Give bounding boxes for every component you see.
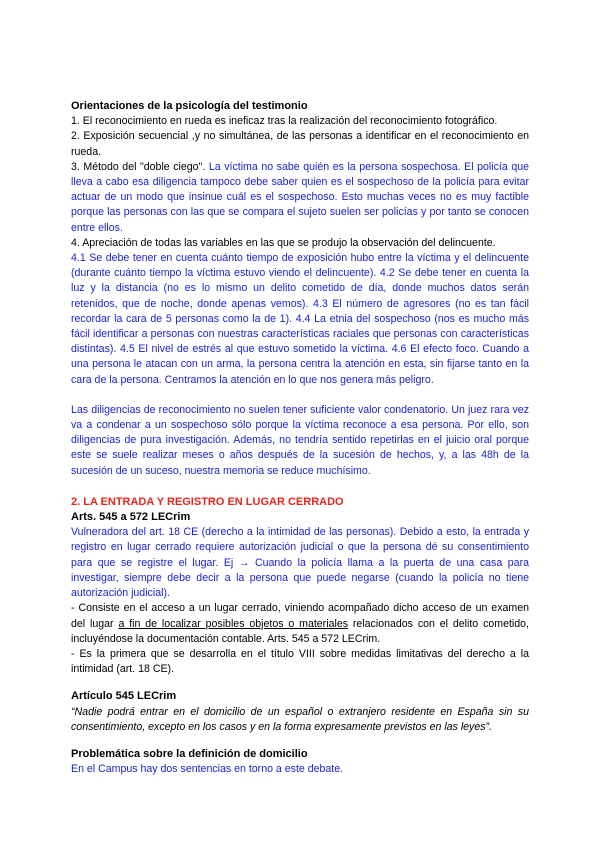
list-item-2: 2. Exposición secuencial ,y no simultánea, de las personas a identificar en el reconocimiento en rueda. [71,130,529,158]
intro-paragraph: Vulneradora del art. 18 CE (derecho a la intimidad de las personas). Debido a esto, la entrada y registro en lugar cerrado requiere autorización judicial o que la persona dé su consentimiento para que se registre el lugar. Ej → Cuando la policía llama a la puerta de una casa para investigar, siempre debe decir a la persona que puede negarse (cuando la policía no tiene autorización judicial). [71,526,529,600]
problem-text: En el Campus hay dos sentencias en torno a este debate. [71,763,344,776]
spacer [71,388,529,403]
section-heading: Orientaciones de la psicología del testimonio [71,100,308,112]
context-paragraph: - Es la primera que se desarrolla en el título VIII sobre medidas limitativas del derecho a la intimidad (art. 18 CE). [71,647,529,676]
spacer [71,479,529,495]
definition-text-end: relacionados con el delito cometido, incluyéndose la documentación contable. Arts. 545 a 572 LECrim. [71,617,529,645]
underlined-phrase: a fin de localizar posibles objetos o materiales [118,617,349,630]
definition-paragraph [71,601,529,647]
article-heading: Artículo 545 LECrim [71,690,177,703]
articles-reference: Arts. 545 a 572 LECrim [71,511,191,524]
conclusion-paragraph: Las diligencias de reconocimiento no suelen tener suficiente valor condenatorio. Un juez rara vez va a condenar a un sospechoso sólo porque la víctima reconoce a esa persona. Por ello, son diligencias de pura investigación. Además, no tendría sentido repetirlas en el juicio oral porque este se suele realizar meses o años después de la sucesión de hechos, y, a las 48h de la sucesión de un suceso, nuestra memoria se reduce muchísimo. [71,403,529,477]
list-item-3-note: La víctima no sabe quién es la persona sospechosa. El policía que lleva a cabo esa diligencia tampoco debe saber quien es el sospechoso de la policía para evitar actuar de un modo que insinue cuál es el sospechoso. Esto muchas veces no es muy factible porque las personas con las que se compara el sujeto suelen ser policías y por tanto se conocen entre ellos. [71,160,530,234]
list-item-1: 1. El reconocimiento en rueda es ineficaz tras la realización del reconocimiento fotográfico. [71,115,498,128]
spacer [71,735,529,747]
article-quote: “Nadie podrá entrar en el domicilio de un español o extranjero residente en España sin su consentimiento, excepto en los casos y en la forma expresamente previstos en las leyes”. [71,705,529,733]
list-item-4: 4. Apreciación de todas las variables en las que se produjo la observación del delincuente. [71,236,496,249]
problem-heading: Problemática sobre la definición de domicilio [71,747,308,760]
document-body [71,99,529,777]
list-item-4-details: 4.1 Se debe tener en cuenta cuánto tiempo de exposición hubo entre la víctima y el delincuente (durante cuánto tiempo la víctima estuvo viendo el delincuente). 4.2 Se debe tener en cuenta la luz y la distancia (no es lo mismo un delito cometido de día, donde muchos datos serán retenidos, que de noche, donde apenas vemos). 4.3 El número de agresores (no es tan fácil recordar la cara de 5 personas como la de 1). 4.4 La etnia del sospechoso (nos es mucho más fácil identificar a personas con nuestras características raciales que personas con características distintas). 4.5 El nivel de estrés al que estuvo sometido la víctima. 4.6 El efecto foco. Cuando a una persona le atacan con un arma, la persona centra la atención en esta, sin fijarse tanto en la cara de la persona. Centramos la atención en lo que nos genera más peligro. [71,252,529,386]
spacer [71,677,529,689]
section-title: 2. LA ENTRADA Y REGISTRO EN LUGAR CERRADO [71,495,344,508]
definition-text-start: - Consiste en el acceso a un lugar cerrado, viniendo acompañado dicho acceso de un examen del lugar [71,602,529,630]
list-item-3 [71,160,529,236]
list-item-3-label: 3. Método del "doble ciego". [71,160,209,173]
